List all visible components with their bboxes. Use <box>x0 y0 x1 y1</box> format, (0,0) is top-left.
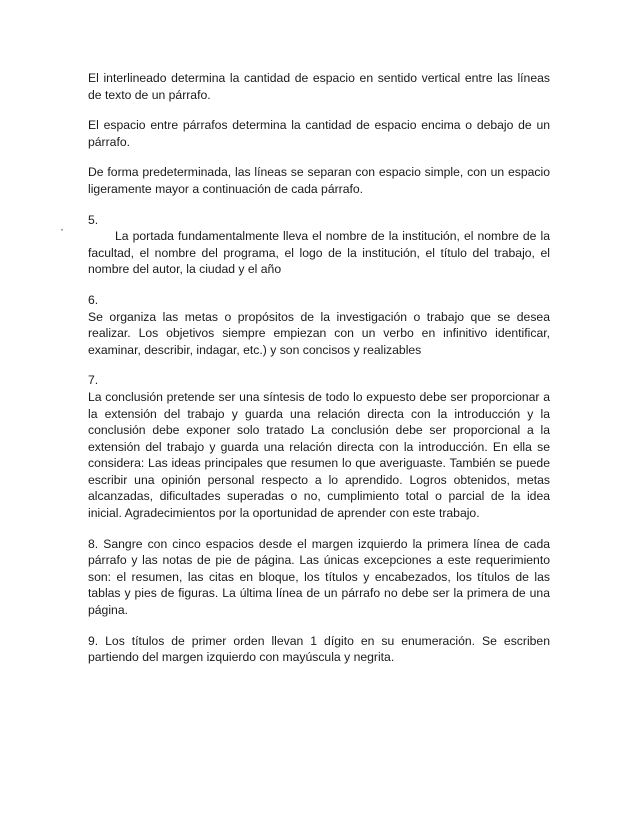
item-number: 9. <box>88 633 99 648</box>
numbered-item-8 <box>88 536 550 619</box>
item-number: 7. <box>88 373 99 388</box>
paragraph-default-spacing: De forma predeterminada, las líneas se separan con espacio simple, con un espacio ligeramente mayor a continuación de cada párrafo. <box>88 165 550 196</box>
numbered-item-5 <box>88 212 550 278</box>
numbered-item-7 <box>88 372 550 521</box>
numbered-item-6 <box>88 292 550 358</box>
numbered-item-9 <box>88 633 550 666</box>
paragraph-line-spacing: El interlineado determina la cantidad de espacio en sentido vertical entre las líneas de texto de un párrafo. <box>88 71 550 102</box>
item-text: Se organiza las metas o propósitos de la investigación o trabajo que se desea realizar. Los objetivos siempre empiezan con un verbo en infinitivo identificar, examinar, describir, indagar, etc.) y son concisos y realizables <box>88 309 550 357</box>
item-number: 6. <box>88 292 99 307</box>
item-text: Los títulos de primer orden llevan 1 dígito en su enumeración. Se escriben partiendo del margen izquierdo con mayúscula y negrita. <box>88 633 550 665</box>
item-text: Sangre con cinco espacios desde el margen izquierdo la primera línea de cada párrafo y las notas de pie de página. Las únicas excepciones a este requerimiento son: el resumen, las citas en bloque, los títulos y encabezados, los títulos de las tablas y pies de figuras. La última línea de un párrafo no debe ser la primera de una página. <box>88 536 550 618</box>
item-text: La conclusión pretende ser una síntesis de todo lo expuesto debe ser proporcionar a la extensión del trabajo y guarda una relación directa con la introducción y la conclusión debe exponer solo tratado La conclusión debe ser proporcional a la extensión del trabajo y guarda una relación directa con la introducción. En ella se considera: Las ideas principales que resumen lo que averiguaste. También se puede escribir una opinión personal respecto a lo aprendido. Logros obtenidos, metas alcanzadas, dificultades superadas o no, cumplimiento total o parcial de la idea inicial. Agradecimientos por la oportunidad de aprender con este trabajo. <box>88 389 550 521</box>
item-text: La portada fundamentalmente lleva el nombre de la institución, el nombre de la facultad, el nombre del programa, el logo de la institución, el título del trabajo, el nombre del autor, la ciudad y el año <box>88 229 550 277</box>
bullet-marker: · <box>60 222 64 236</box>
item-number: 8. <box>88 536 99 551</box>
document-body <box>88 70 550 680</box>
item-number: 5. <box>88 212 99 227</box>
paragraph-paragraph-spacing: El espacio entre párrafos determina la cantidad de espacio encima o debajo de un párrafo. <box>88 118 550 149</box>
